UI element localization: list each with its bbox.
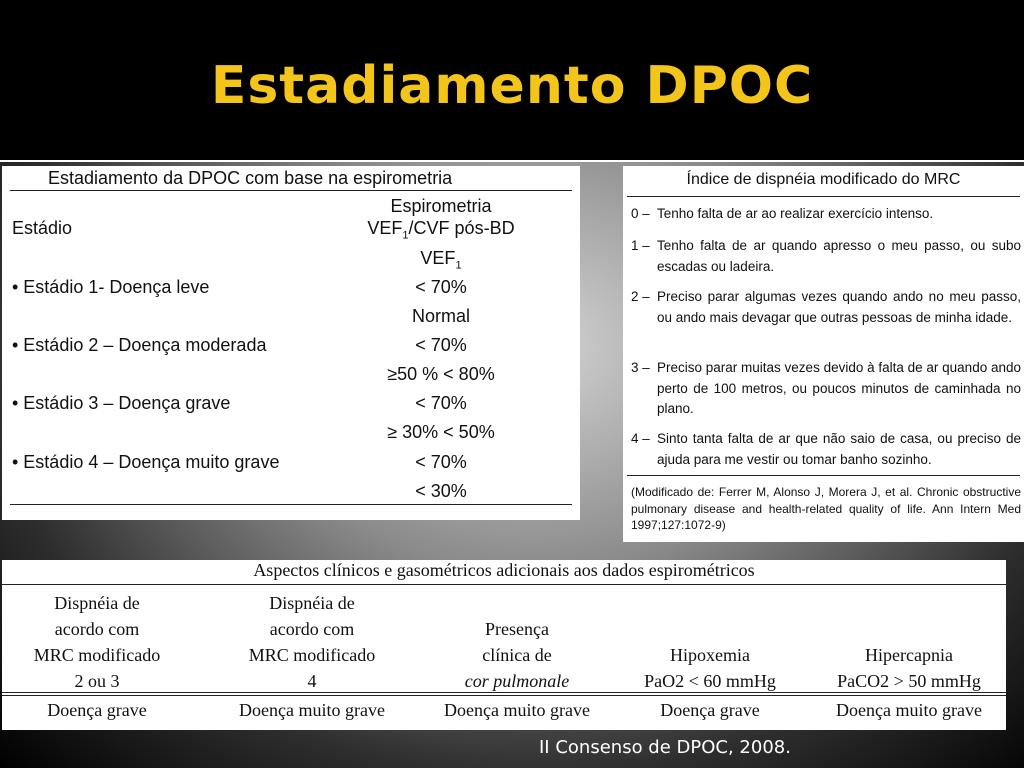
clinical-rule-mid-2 [2, 695, 1006, 696]
stage-2-ratio: < 70% [415, 335, 467, 355]
stage-2-fev1: ≥50 % < 80% [387, 364, 495, 384]
mrc-item-4: 4 – Sinto tanta falta de ar que não saio de casa, ou preciso de ajuda para me vestir ou tomar banho sozinho. [631, 431, 1021, 467]
mrc-item-2: 2 – Preciso parar algumas vezes quando ando no meu passo, ou ando mais devagar que outras pessoas de minha idade. [631, 289, 1021, 325]
stage-2-label: • Estádio 2 – Doença moderada [12, 335, 267, 355]
stage-1-fev1: Normal [411, 306, 470, 326]
mrc-rule-top [627, 196, 1020, 197]
stage-1-ratio: < 70% [415, 277, 467, 297]
spirometry-header-line1: Espirometria [390, 196, 492, 216]
title-divider [0, 160, 1024, 162]
mrc-reference: (Modificado de: Ferrer M, Alonso J, Morera J, et al. Chronic obstructive pulmonary disease and health-related quality of life. Ann Intern Med 1997;127:1072-9) [631, 485, 1021, 532]
spirometry-header-line2: $VEF_1$/CVF pós-BD [367, 218, 515, 242]
mrc-item-1: 1 – Tenho falta de ar quando apresso o meu passo, ou subo escadas ou ladeira. [631, 238, 1021, 274]
clinical-caption: Aspectos clínicos e gasométricos adicionais aos dados espirométricos [253, 560, 755, 580]
fev1-marker: $VEF_1$ [420, 248, 462, 272]
stage-header: Estádio [12, 218, 73, 238]
mrc-rule-bottom [627, 475, 1020, 476]
clinical-value-cor-pulmonale: Doença muito grave [444, 700, 590, 720]
spirometry-caption: Estadiamento da DPOC com base na espirometria [48, 168, 453, 188]
spirometry-rule-bottom [10, 504, 572, 505]
clinical-value-hypercapnia: Doença muito grave [836, 700, 982, 720]
mrc-dyspnea-table [623, 166, 1024, 542]
clinical-value-hypoxemia: Doença grave [660, 700, 760, 720]
clinical-col-mrc-2-3: Dispnéia de acordo com MRC modificado 2 ou 3 [33, 593, 161, 691]
mrc-item-3: 3 – Preciso parar muitas vezes devido à falta de ar quando ando perto de 100 metros, ou poucos minutos de caminhada no plano. [631, 360, 1021, 416]
stage-3-label: • Estádio 3 – Doença grave [12, 393, 231, 413]
stage-4-label: • Estádio 4 – Doença muito grave [12, 452, 280, 472]
stage-1-label: • Estádio 1- Doença leve [12, 277, 210, 297]
mrc-caption: Índice de dispnéia modificado do MRC [686, 171, 961, 188]
clinical-value-mrc-2-3: Doença grave [47, 700, 147, 720]
spirometry-rule-top [10, 190, 572, 191]
mrc-item-0: 0 – Tenho falta de ar ao realizar exercício intenso. [631, 206, 934, 221]
slide-title: Estadiamento DPOC [210, 56, 814, 116]
stage-3-ratio: < 70% [415, 393, 467, 413]
clinical-rule-mid [2, 692, 1006, 693]
clinical-value-mrc-4: Doença muito grave [239, 700, 385, 720]
clinical-col-hypercapnia: Hipercapnia PaCO2 > 50 mmHg [837, 645, 981, 691]
stage-4-fev1: < 30% [415, 481, 467, 501]
stage-3-fev1: ≥ 30% < 50% [387, 422, 495, 442]
clinical-col-mrc-4: Dispnéia de acordo com MRC modificado 4 [248, 593, 376, 691]
stage-4-ratio: < 70% [415, 452, 467, 472]
clinical-table [2, 560, 1006, 730]
clinical-col-cor-pulmonale: Presença clínica de cor pulmonale [464, 619, 570, 691]
clinical-rule-top [2, 584, 1006, 585]
source-citation: II Consenso de DPOC, 2008. [539, 737, 791, 758]
spirometry-table [2, 166, 580, 520]
clinical-col-hypoxemia: Hipoxemia PaO2 < 60 mmHg [644, 645, 776, 691]
